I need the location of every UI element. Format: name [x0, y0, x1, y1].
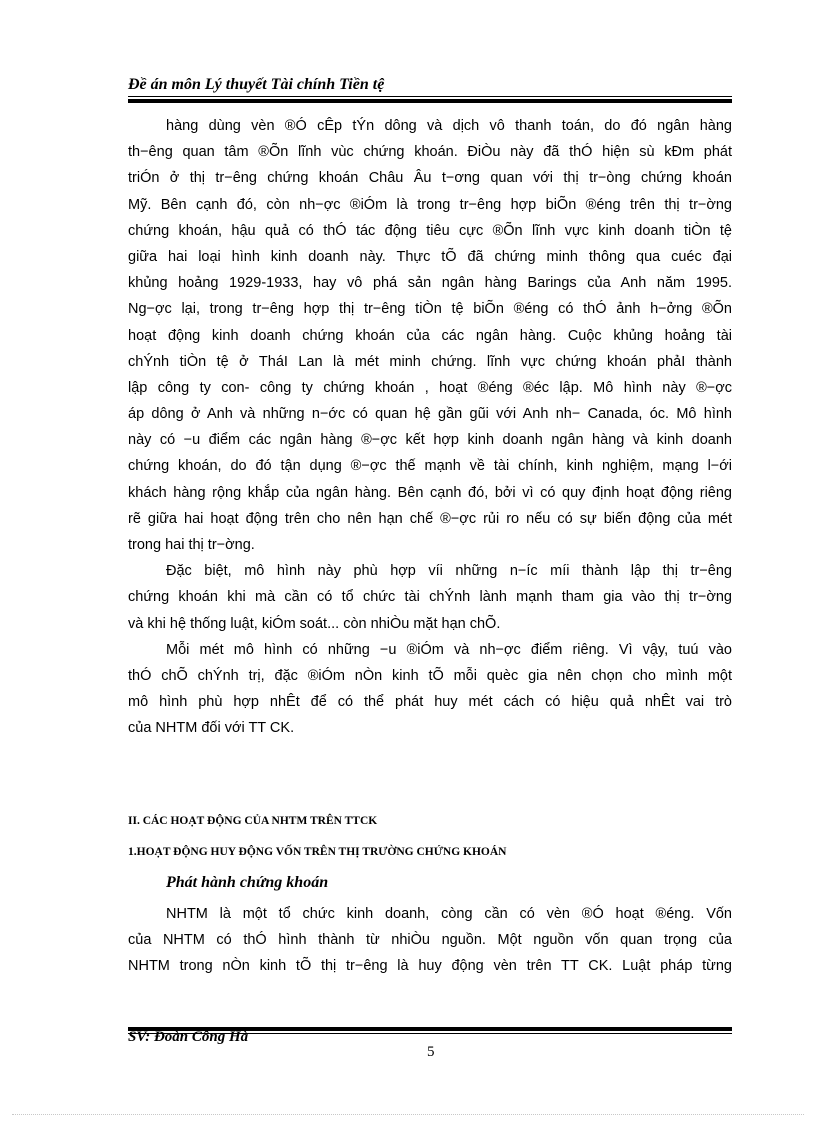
text-line: chứng khoán, hậu quả có thÓ tác động tiêu cực ®Õn lĩnh vực kinh doanh tiÒn tệ [128, 222, 732, 239]
text-line: mô hình phù hợp nhÊt để có thể phát huy mét cách có hiệu quả nhÊt vai trò [128, 694, 732, 711]
text-line: hoạt động kinh doanh chứng khoán của các ngân hàng. Cuộc khủng hoảng tài [128, 327, 732, 344]
header-title: Đề án môn Lý thuyết Tài chính Tiền tệ [128, 76, 385, 93]
paragraph-3 [128, 637, 732, 742]
page-number: 5 [427, 1044, 435, 1060]
text-line: chÝnh tiÒn tệ ở TháI Lan là mét minh chứng. lĩnh vực chứng khoán phảI thành [128, 353, 732, 370]
text-line: này có −u điểm các ngân hàng ®−ợc kết hợp kinh doanh ngân hàng và kinh doanh [128, 432, 732, 449]
text-line: Mỗi mét mô hình có những −u ®iÓm và nh−ợc điểm riêng. Vì vậy, tuú vào [166, 641, 732, 658]
text-line: khách hàng rộng khắp của ngân hàng. Bên cạnh đó, bởi vì có quy định hoạt động riêng [128, 484, 732, 501]
header-rule-thin [128, 96, 732, 97]
text-line: trong hai thị tr−ờng. [128, 537, 255, 553]
text-line: chứng khoán khi mà cần có tổ chức tài chÝnh lành mạnh tham gia vào thị tr−ờng [128, 589, 732, 606]
footer-author: SV: Đoàn Công Hà [128, 1029, 249, 1045]
text-line: của NHTM đối với TT CK. [128, 720, 295, 737]
header-rule-thick [128, 99, 732, 103]
subsection-heading: 1.HOẠT ĐỘNG HUY ĐỘNG VỐN TRÊN THỊ TRƯỜNG CHỨNG KHOÁN [128, 846, 507, 858]
text-line: Mỹ. Bên cạnh đó, còn nh−ợc ®iÓm là trong tr−êng hợp biÕn ®éng trên thị tr−ờng [128, 196, 732, 213]
text-line: chứng khoán, do đó tận dụng ®−ợc thế mạnh về tài chính, kinh nghiệm, mạng l−ới [128, 458, 732, 475]
paragraph-2 [128, 558, 732, 637]
text-line: thÓ chÕ chÝnh trị, đặc ®iÓm nÒn kinh tÕ mỗi quèc gia nên chọn cho mình một [128, 667, 732, 684]
text-line: rẽ giữa hai hoạt động trên cho nên hạn chế ®−ợc rủi ro nếu có sự biến động của mét [128, 510, 732, 527]
body-paragraphs [128, 113, 732, 742]
text-line: áp dông ở Anh và những n−ớc có quan hệ gần gũi với Anh nh− Canada, óc. Mô hình [128, 406, 732, 423]
text-line: giữa hai loại hình kinh doanh này. Thực tÕ đã chứng minh thông qua cuéc đại [128, 248, 732, 265]
text-line: NHTM trong nÒn kinh tÕ thị tr−êng là huy động vèn trên TT CK. Luật pháp từng [128, 958, 732, 975]
topic-heading: Phát hành chứng khoán [166, 874, 329, 891]
text-line: NHTM là một tổ chức kinh doanh, còng cần có vèn ®Ó hoạt ®éng. Vốn [166, 906, 732, 922]
text-line: và khi hệ thống luật, kiÓm soát... còn nhiÒu mặt hạn chÕ. [128, 615, 501, 632]
page-edge-divider [12, 1114, 804, 1115]
text-line: khủng hoảng 1929-1933, hay vô phá sản ngân hàng Barings của Anh năm 1995. [128, 275, 732, 292]
paragraph-1 [128, 113, 732, 558]
text-line: của NHTM có thÓ hình thành từ nhiÒu nguồn. Một nguồn vốn quan trọng của [128, 932, 732, 949]
text-line: th−êng quan tâm ®Õn lĩnh vùc chứng khoán. ĐiÒu này đã thÓ hiện sù kÐm phát [128, 144, 732, 161]
text-line: hàng dùng vèn ®Ó cÊp tÝn dông và dịch vô thanh toán, do đó ngân hàng [166, 118, 732, 134]
text-line: Ng−ợc lại, trong tr−êng hợp thị tr−êng tiÒn tệ biÕn ®éng có thÓ ảnh h−ởng ®Õn [128, 301, 732, 318]
paragraph-4 [128, 901, 732, 980]
text-line: triÓn ở thị tr−êng chứng khoán Châu Âu t−ơng quan với thị tr−òng chứng khoán [128, 170, 732, 187]
section-heading: II. CÁC HOẠT ĐỘNG CỦA NHTM TRÊN TTCK [128, 815, 378, 827]
text-line: lập công ty con- công ty chứng khoán , hoạt ®éng ®éc lập. Mô hình này ®−ợc [128, 379, 732, 396]
text-line: Đặc biệt, mô hình này phù hợp víi những n−íc míi thành lập thị tr−êng [166, 563, 732, 580]
